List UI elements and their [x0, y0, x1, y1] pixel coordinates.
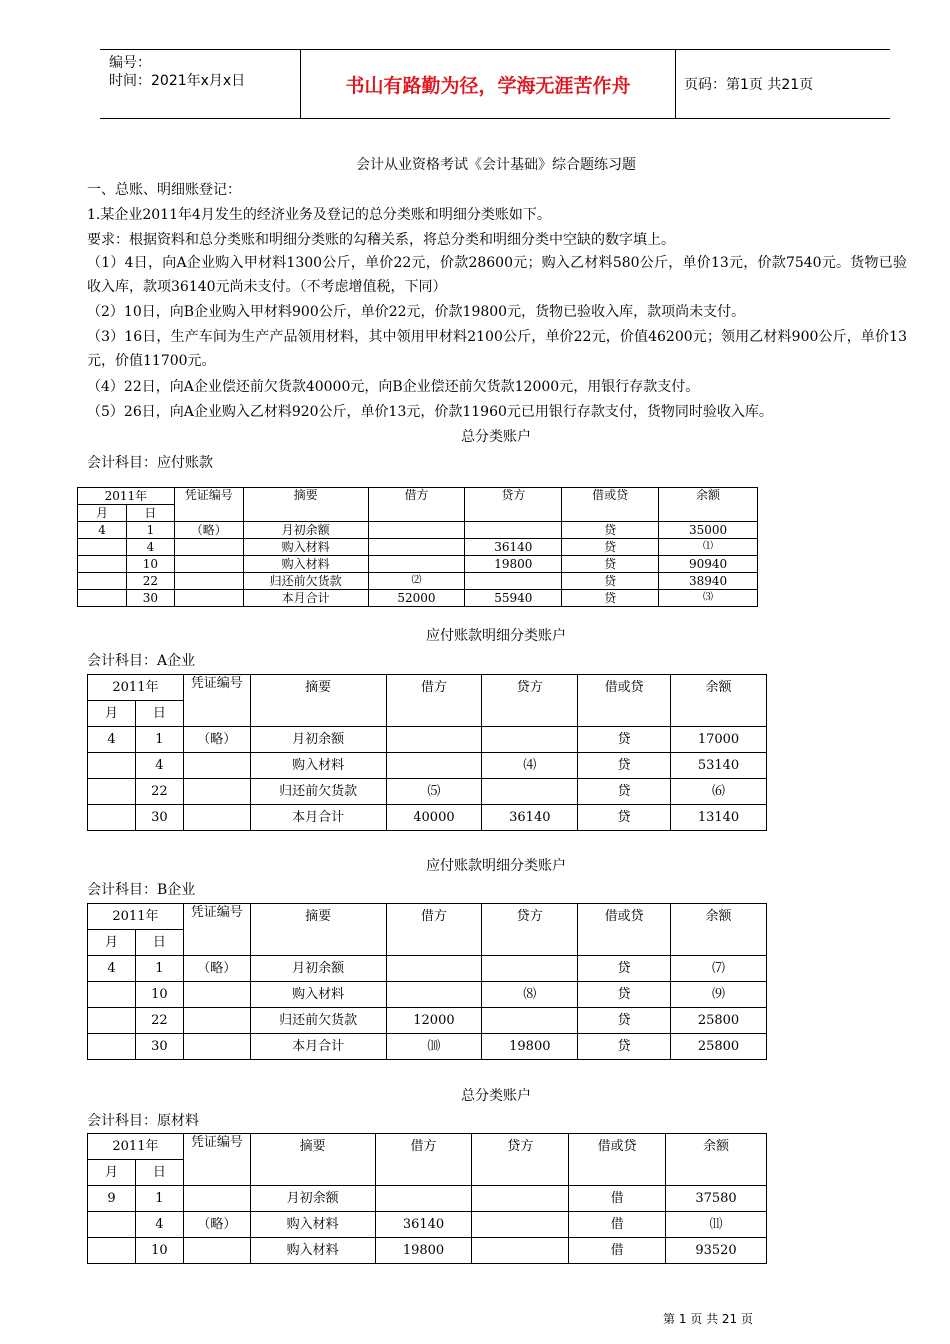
ledger2-title: 应付账款明细分类账户	[426, 628, 566, 644]
day-cell: 4	[135, 1212, 183, 1238]
summary-cell: 月初余额	[250, 1186, 375, 1212]
month-cell	[88, 1212, 136, 1238]
year-header: 2011年	[78, 488, 175, 505]
voucher-cell	[183, 1034, 250, 1060]
voucher-cell	[183, 753, 250, 779]
debit-cell: ⑽	[386, 1034, 482, 1060]
month-header: 月	[88, 1160, 136, 1186]
header-meta	[100, 50, 301, 118]
item-2: （2）10日，向B企业购入甲材料900公斤，单价22元，价款19800元，货物已验收入库，款项尚未支付。	[87, 304, 746, 320]
day-cell: 22	[135, 1008, 183, 1034]
direction-cell: 借	[569, 1186, 666, 1212]
direction-cell: 贷	[578, 753, 671, 779]
day-cell: 4	[135, 753, 183, 779]
debit-cell: ⑸	[386, 779, 482, 805]
balance-cell: ⑶	[659, 590, 758, 607]
credit-cell	[482, 956, 578, 982]
credit-header: 贷方	[472, 1134, 569, 1186]
motto: 书山有路勤为径，学海无涯苦作舟	[301, 50, 676, 118]
summary-header: 摘要	[243, 488, 368, 522]
requirement-text: 要求：根据资料和总分类账和明细分类账的勾稽关系，将总分类和明细分类中空缺的数字填上。	[87, 232, 675, 248]
balance-cell: 25800	[671, 1034, 767, 1060]
voucher-cell	[174, 590, 243, 607]
voucher-cell	[183, 1186, 250, 1212]
voucher-cell: （略）	[174, 522, 243, 539]
direction-cell: 借	[569, 1212, 666, 1238]
balance-header: 余额	[671, 904, 767, 956]
balance-cell: ⑴	[659, 539, 758, 556]
table-row	[88, 1212, 767, 1238]
summary-header: 摘要	[250, 1134, 375, 1186]
voucher-cell	[183, 779, 250, 805]
debit-cell	[368, 556, 465, 573]
summary-cell: 购入材料	[250, 753, 386, 779]
page-header	[100, 49, 890, 119]
balance-cell: ⑼	[671, 982, 767, 1008]
balance-cell: 25800	[671, 1008, 767, 1034]
time-label: 时间：2021年x月x日	[109, 73, 246, 89]
ledger4-title: 总分类账户	[461, 1088, 531, 1104]
table-row	[78, 590, 758, 607]
debit-header: 借方	[386, 904, 482, 956]
debit-cell: 19800	[375, 1238, 472, 1264]
debit-header: 借方	[386, 675, 482, 727]
table-row	[88, 727, 767, 753]
ledger1-table	[77, 487, 758, 607]
day-cell: 10	[135, 982, 183, 1008]
month-cell	[88, 779, 136, 805]
credit-cell: 55940	[465, 590, 562, 607]
section-heading: 一、总账、明细账登记：	[87, 182, 241, 198]
direction-cell: 贷	[562, 522, 659, 539]
table-row	[88, 1034, 767, 1060]
month-cell	[78, 556, 127, 573]
voucher-cell: （略）	[183, 956, 250, 982]
summary-cell: 归还前欠货款	[250, 1008, 386, 1034]
balance-cell: 35000	[659, 522, 758, 539]
summary-cell: 归还前欠货款	[250, 779, 386, 805]
debit-cell: 52000	[368, 590, 465, 607]
ledger4-table	[87, 1133, 767, 1264]
summary-cell: 购入材料	[250, 1212, 375, 1238]
item-3: （3）16日，生产车间为生产产品领用材料，其中领用甲材料2100公斤，单价22元，价值46200元；领用乙材料900公斤，单价13元，价值11700元。	[87, 329, 907, 369]
credit-cell: ⑷	[482, 753, 578, 779]
balance-cell: ⑾	[666, 1212, 767, 1238]
month-cell	[88, 1034, 136, 1060]
page-footer: 第 1 页 共 21 页	[663, 1312, 753, 1326]
summary-cell: 月初余额	[243, 522, 368, 539]
voucher-cell	[183, 1238, 250, 1264]
debit-cell	[386, 956, 482, 982]
year-header: 2011年	[88, 904, 184, 930]
day-header: 日	[135, 701, 183, 727]
credit-cell: 36140	[465, 539, 562, 556]
day-header: 日	[135, 1160, 183, 1186]
balance-header: 余额	[659, 488, 758, 522]
balance-cell: ⑹	[671, 779, 767, 805]
voucher-cell	[183, 1008, 250, 1034]
table-row	[88, 779, 767, 805]
credit-cell	[482, 779, 578, 805]
balance-cell: 38940	[659, 573, 758, 590]
day-header: 日	[126, 505, 174, 522]
credit-header: 贷方	[482, 675, 578, 727]
summary-cell: 购入材料	[250, 1238, 375, 1264]
month-cell	[78, 539, 127, 556]
month-cell: 4	[78, 522, 127, 539]
direction-cell: 贷	[562, 573, 659, 590]
debit-cell: 36140	[375, 1212, 472, 1238]
month-cell: 4	[88, 956, 136, 982]
credit-cell	[472, 1212, 569, 1238]
credit-cell: 19800	[482, 1034, 578, 1060]
credit-cell	[465, 522, 562, 539]
direction-cell: 贷	[578, 982, 671, 1008]
month-cell	[88, 982, 136, 1008]
summary-header: 摘要	[250, 675, 386, 727]
credit-header: 贷方	[465, 488, 562, 522]
table-row	[78, 556, 758, 573]
balance-cell: 17000	[671, 727, 767, 753]
month-cell	[88, 753, 136, 779]
balance-header: 余额	[671, 675, 767, 727]
month-cell: 9	[88, 1186, 136, 1212]
voucher-cell	[174, 539, 243, 556]
balance-cell: 90940	[659, 556, 758, 573]
day-cell: 4	[126, 539, 174, 556]
day-cell: 22	[126, 573, 174, 590]
credit-cell	[472, 1238, 569, 1264]
year-header: 2011年	[88, 675, 184, 701]
balance-cell: 37580	[666, 1186, 767, 1212]
direction-cell: 贷	[578, 1008, 671, 1034]
day-cell: 30	[126, 590, 174, 607]
month-header: 月	[88, 701, 136, 727]
direction-cell: 贷	[578, 779, 671, 805]
day-cell: 1	[126, 522, 174, 539]
balance-cell: ⑺	[671, 956, 767, 982]
summary-cell: 月初余额	[250, 956, 386, 982]
debit-cell: 40000	[386, 805, 482, 831]
ledger2-table	[87, 674, 767, 831]
direction-header: 借或贷	[578, 675, 671, 727]
day-cell: 1	[135, 727, 183, 753]
debit-cell	[386, 727, 482, 753]
debit-cell	[386, 982, 482, 1008]
ledger3-title: 应付账款明细分类账户	[426, 858, 566, 874]
voucher-header: 凭证编号	[183, 675, 250, 727]
credit-cell	[482, 727, 578, 753]
month-cell	[88, 1238, 136, 1264]
summary-cell: 购入材料	[250, 982, 386, 1008]
voucher-cell	[183, 982, 250, 1008]
ledger4-account: 会计科目：原材料	[87, 1113, 199, 1129]
day-cell: 1	[135, 956, 183, 982]
table-row	[88, 1186, 767, 1212]
table-row	[88, 1238, 767, 1264]
summary-header: 摘要	[250, 904, 386, 956]
table-row	[88, 982, 767, 1008]
day-cell: 10	[126, 556, 174, 573]
table-row	[88, 753, 767, 779]
voucher-cell	[174, 573, 243, 590]
month-cell	[78, 590, 127, 607]
debit-cell	[375, 1186, 472, 1212]
voucher-header: 凭证编号	[174, 488, 243, 522]
day-cell: 30	[135, 805, 183, 831]
credit-cell: 36140	[482, 805, 578, 831]
table-row	[78, 573, 758, 590]
direction-cell: 贷	[562, 556, 659, 573]
direction-cell: 贷	[562, 590, 659, 607]
summary-cell: 购入材料	[243, 539, 368, 556]
balance-cell: 93520	[666, 1238, 767, 1264]
month-cell	[78, 573, 127, 590]
day-cell: 10	[135, 1238, 183, 1264]
direction-cell: 贷	[578, 805, 671, 831]
direction-cell: 贷	[578, 1034, 671, 1060]
item-5: （5）26日，向A企业购入乙材料920公斤，单价13元，价款11960元已用银行存款支付，货物同时验收入库。	[87, 404, 773, 420]
summary-cell: 本月合计	[250, 805, 386, 831]
debit-cell	[368, 522, 465, 539]
direction-cell: 贷	[578, 956, 671, 982]
ledger1-account: 会计科目：应付账款	[87, 455, 213, 471]
month-cell	[88, 1008, 136, 1034]
month-header: 月	[78, 505, 127, 522]
direction-cell: 借	[569, 1238, 666, 1264]
debit-cell: 12000	[386, 1008, 482, 1034]
document-title: 会计从业资格考试《会计基础》综合题练习题	[356, 157, 636, 173]
item-1: （1）4日，向A企业购入甲材料1300公斤，单价22元，价款28600元；购入乙材料580公斤，单价13元，价款7540元。货物已验收入库，款项36140元尚未支付。（不考虑增值税，下同）	[87, 255, 907, 295]
balance-cell: 13140	[671, 805, 767, 831]
debit-header: 借方	[375, 1134, 472, 1186]
voucher-header: 凭证编号	[183, 904, 250, 956]
day-cell: 30	[135, 1034, 183, 1060]
day-header: 日	[135, 930, 183, 956]
ledger1-title: 总分类账户	[461, 429, 531, 445]
credit-header: 贷方	[482, 904, 578, 956]
voucher-cell	[183, 805, 250, 831]
direction-header: 借或贷	[562, 488, 659, 522]
table-row	[88, 1008, 767, 1034]
intro-text: 1.某企业2011年4月发生的经济业务及登记的总分类账和明细分类账如下。	[87, 207, 551, 223]
debit-cell	[386, 753, 482, 779]
credit-cell	[465, 573, 562, 590]
month-cell: 4	[88, 727, 136, 753]
voucher-cell: （略）	[183, 1212, 250, 1238]
day-cell: 1	[135, 1186, 183, 1212]
page-info: 页码：第1页 共21页	[684, 77, 814, 93]
debit-cell	[368, 539, 465, 556]
direction-header: 借或贷	[578, 904, 671, 956]
voucher-cell: （略）	[183, 727, 250, 753]
item-4: （4）22日，向A企业偿还前欠货款40000元，向B企业偿还前欠货款12000元，用银行存款支付。	[87, 379, 700, 395]
balance-header: 余额	[666, 1134, 767, 1186]
summary-cell: 归还前欠货款	[243, 573, 368, 590]
table-row	[78, 539, 758, 556]
summary-cell: 月初余额	[250, 727, 386, 753]
table-row	[78, 522, 758, 539]
credit-cell: 19800	[465, 556, 562, 573]
direction-cell: 贷	[562, 539, 659, 556]
direction-header: 借或贷	[569, 1134, 666, 1186]
day-cell: 22	[135, 779, 183, 805]
table-row	[88, 956, 767, 982]
debit-cell: ⑵	[368, 573, 465, 590]
year-header: 2011年	[88, 1134, 184, 1160]
summary-cell: 本月合计	[243, 590, 368, 607]
summary-cell: 本月合计	[250, 1034, 386, 1060]
month-cell	[88, 805, 136, 831]
ledger2-account: 会计科目：A企业	[87, 653, 196, 669]
balance-cell: 53140	[671, 753, 767, 779]
credit-cell	[472, 1186, 569, 1212]
credit-cell: ⑻	[482, 982, 578, 1008]
voucher-cell	[174, 556, 243, 573]
voucher-header: 凭证编号	[183, 1134, 250, 1186]
direction-cell: 贷	[578, 727, 671, 753]
summary-cell: 购入材料	[243, 556, 368, 573]
code-label: 编号：	[109, 55, 151, 71]
month-header: 月	[88, 930, 136, 956]
ledger3-account: 会计科目：B企业	[87, 882, 196, 898]
credit-cell	[482, 1008, 578, 1034]
table-row	[88, 805, 767, 831]
ledger3-table	[87, 903, 767, 1060]
debit-header: 借方	[368, 488, 465, 522]
